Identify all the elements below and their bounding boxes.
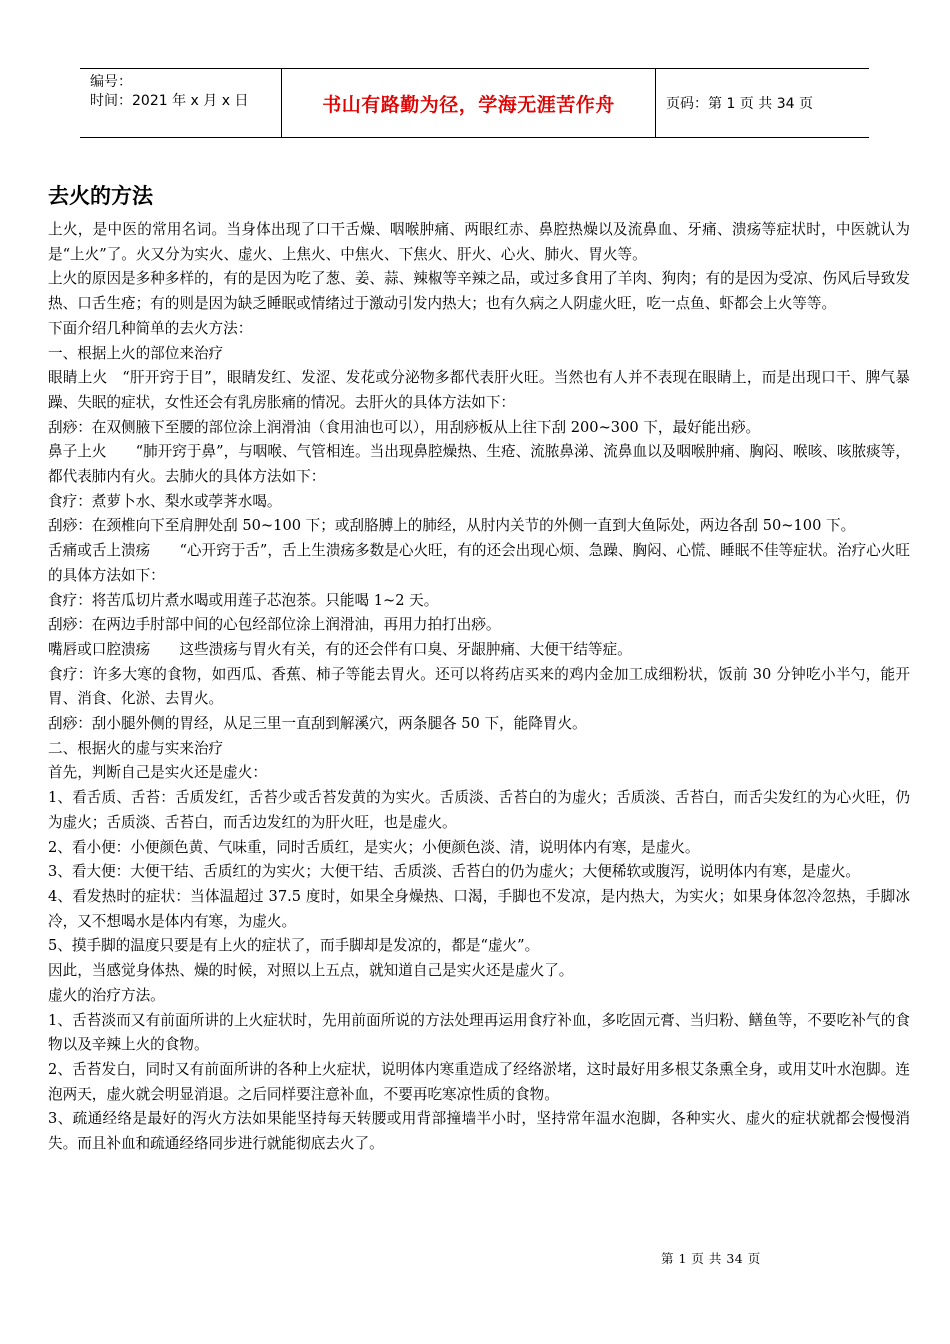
list-item: 2、看小便：小便颜色黄、气味重，同时舌质红，是实火；小便颜色淡、清，说明体内有寒，是虚火。 xyxy=(48,838,700,856)
list-item: 1、舌苔淡而又有前面所讲的上火症状时，先用前面所说的方法处理再运用食疗补血，多吃固元膏、当归粉、鳝鱼等，不要吃补气的食物以及辛辣上火的食物。 xyxy=(48,1011,910,1054)
header-meta xyxy=(80,69,282,137)
page-header xyxy=(80,68,869,138)
page-footer: 第 1 页 共 34 页 xyxy=(661,1251,761,1266)
list-item: 4、看发热时的症状：当体温超过 37.5 度时，如果全身燥热、口渴，手脚也不发凉，是内热大，为实火；如果身体忽冷忽热，手脚冰冷，又不想喝水是体内有寒，为虚火。 xyxy=(48,887,910,930)
paragraph: 因此，当感觉身体热、燥的时候，对照以上五点，就知道自己是实火还是虚火了。 xyxy=(48,962,574,980)
list-item: 5、摸手脚的温度只要是有上火的症状了，而手脚却是发凉的，都是“虚火”。 xyxy=(48,937,540,955)
document-number: 编号： xyxy=(90,74,132,90)
document-body xyxy=(48,218,910,1157)
paragraph: 嘴唇或口腔溃疡 这些溃疡与胃火有关，有的还会伴有口臭、牙龈肿痛、大便干结等症。 xyxy=(48,640,632,658)
list-item: 3、疏通经络是最好的泻火方法如果能坚持每天转腰或用背部撞墙半小时，坚持常年温水泡脚，各种实火、虚火的症状就都会慢慢消失。而且补血和疏通经络同步进行就能彻底去火了。 xyxy=(48,1110,910,1153)
paragraph: 首先，判断自己是实火还是虚火： xyxy=(48,764,267,782)
paragraph: 刮痧：在颈椎向下至肩胛处刮 50~100 下；或刮胳膊上的肺经，从肘内关节的外侧一直到大鱼际处，两边各刮 50~100 下。 xyxy=(48,517,856,535)
document-title: 去火的方法 xyxy=(48,184,153,208)
list-item: 3、看大便：大便干结、舌质红的为实火；大便干结、舌质淡、舌苔白的仍为虚火；大便稀软或腹泻，说明体内有寒，是虚火。 xyxy=(48,863,860,881)
list-item: 2、舌苔发白，同时又有前面所讲的各种上火症状，说明体内寒重造成了经络淤堵，这时最好用多根艾条熏全身，或用艾叶水泡脚。连泡两天，虚火就会明显消退。之后同样要注意补血，不要再吃寒凉性质的食物。 xyxy=(48,1060,910,1103)
paragraph: 眼睛上火 “肝开窍于目”，眼睛发红、发涩、发花或分泌物多都代表肝火旺。当然也有人并不表现在眼睛上，而是出现口干、脾气暴躁、失眠的症状，女性还会有乳房胀痛的情况。去肝火的具体方法如下： xyxy=(48,369,910,411)
paragraph: 下面介绍几种简单的去火方法： xyxy=(48,319,253,337)
paragraph: 虚火的治疗方法。 xyxy=(48,986,165,1004)
paragraph: 上火，是中医的常用名词。当身体出现了口干舌燥、咽喉肿痛、两眼红赤、鼻腔热燥以及流鼻血、牙痛、溃疡等症状时，中医就认为是“上火”了。火又分为实火、虚火、上焦火、中焦火、下焦火、肝火、心火、肺火、胃火等。 xyxy=(48,221,910,263)
paragraph: 鼻子上火 “肺开窍于鼻”，与咽喉、气管相连。当出现鼻腔燥热、生疮、流脓鼻涕、流鼻血以及咽喉肿痛、胸闷、喉咳、咳脓痰等，都代表肺内有火。去肺火的具体方法如下： xyxy=(48,443,910,486)
paragraph: 刮痧：在双侧腋下至腰的部位涂上润滑油（食用油也可以），用刮痧板从上往下刮 200~300 下，最好能出痧。 xyxy=(48,418,761,436)
section-heading: 一、根据上火的部位来治疗 xyxy=(48,344,224,362)
paragraph: 刮痧：在两边手肘部中间的心包经部位涂上润滑油，再用力拍打出痧。 xyxy=(48,616,501,634)
section-heading: 二、根据火的虚与实来治疗 xyxy=(48,739,224,757)
header-page-number: 页码：第 1 页 共 34 页 xyxy=(666,96,813,112)
paragraph: 刮痧：刮小腿外侧的胃经，从足三里一直刮到解溪穴，两条腿各 50 下，能降胃火。 xyxy=(48,715,587,733)
paragraph: 食疗：煮萝卜水、梨水或荸荠水喝。 xyxy=(48,492,282,510)
paragraph: 食疗：将苦瓜切片煮水喝或用莲子芯泡茶。只能喝 1~2 天。 xyxy=(48,591,439,609)
paragraph: 舌痛或舌上溃疡 “心开窍于舌”，舌上生溃疡多数是心火旺，有的还会出现心烦、急躁、胸闷、心慌、睡眠不佳等症状。治疗心火旺的具体方法如下： xyxy=(48,542,910,584)
paragraph: 食疗：许多大寒的食物，如西瓜、香蕉、柿子等能去胃火。还可以将药店买来的鸡内金加工成细粉状，饭前 30 分钟吃小半勺，能开胃、消食、化淤、去胃火。 xyxy=(48,665,910,708)
paragraph: 上火的原因是多种多样的，有的是因为吃了葱、姜、蒜、辣椒等辛辣之品，或过多食用了羊肉、狗肉；有的是因为受凉、伤风后导致发热、口舌生疮；有的则是因为缺乏睡眠或情绪过于激动引发内热大；也有久病之人阴虚火旺，吃一点鱼、虾都会上火等等。 xyxy=(48,270,910,313)
document-date: 时间：2021 年 x 月 x 日 xyxy=(90,93,249,109)
header-motto: 书山有路勤为径，学海无涯苦作舟 xyxy=(282,69,656,137)
list-item: 1、看舌质、舌苔：舌质发红，舌苔少或舌苔发黄的为实火。舌质淡、舌苔白的为虚火；舌质淡、舌苔白，而舌尖发红的为心火旺，仍为虚火；舌质淡、舌苔白，而舌边发红的为肝火旺，也是虚火。 xyxy=(48,789,910,831)
